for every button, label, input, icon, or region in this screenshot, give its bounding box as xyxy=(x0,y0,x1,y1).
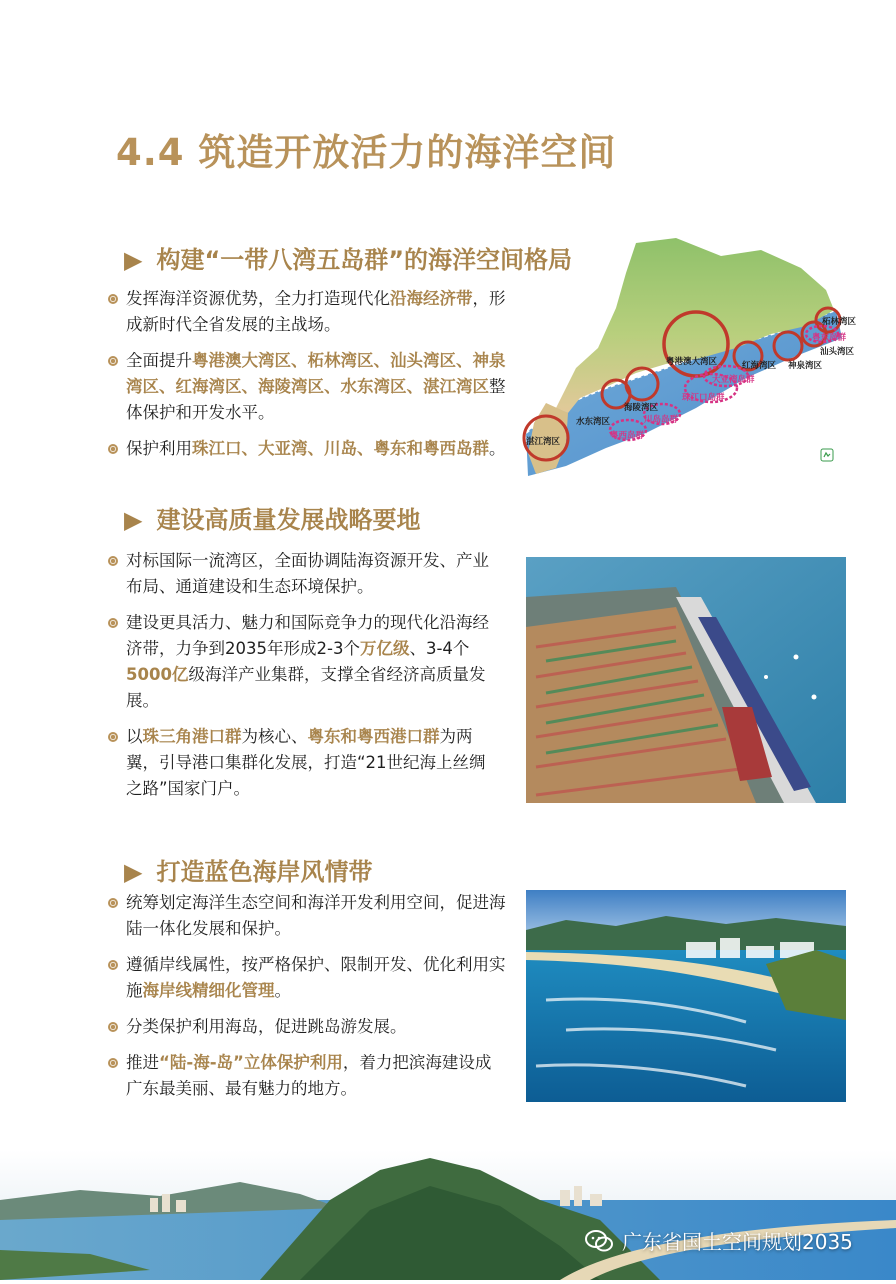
map-label-zhanjiang: 湛江湾区 xyxy=(526,437,561,447)
map-label-shuidong: 水东湾区 xyxy=(576,417,611,427)
map-label-chuandao-islands: 川岛岛群 xyxy=(644,415,679,425)
section-heading-1 xyxy=(124,240,572,275)
bullet-text: 。 xyxy=(274,981,291,1000)
section-3-bullets xyxy=(106,890,506,1112)
section-heading-2-text: 建设高质量发展战略要地 xyxy=(156,506,421,534)
bullet-dot-icon xyxy=(108,556,118,566)
highlight-text: 5000亿 xyxy=(126,665,189,684)
triangle-arrow-icon: ▶ xyxy=(124,246,143,274)
map-label-pearl-islands: 珠江口岛群 xyxy=(682,393,725,403)
highlight-text: 粤东和粤西港口群 xyxy=(307,727,440,746)
triangle-arrow-icon: ▶ xyxy=(124,506,143,534)
map-badge-icon xyxy=(820,448,834,462)
bullet-item xyxy=(106,724,502,802)
bullet-text: 对标国际一流湾区，全面协调陆海资源开发、产业布局、通道建设和生态环境保护。 xyxy=(126,551,489,596)
port-photo xyxy=(526,557,846,803)
bullet-text: ，形成新时代全省发展的主战场。 xyxy=(126,289,506,334)
highlight-text: 海岸线精细化管理 xyxy=(142,981,275,1000)
bullet-text: 整体保护和开发水平。 xyxy=(126,377,506,422)
bullet-text: 保护利用 xyxy=(126,439,192,458)
bullet-item xyxy=(106,436,506,462)
map-label-yuexi-islands: 粤西岛群 xyxy=(610,431,645,441)
highlight-text: 珠江口、大亚湾、川岛、粤东和粤西岛群 xyxy=(192,439,489,458)
section-heading-3-text: 打造蓝色海岸风情带 xyxy=(156,858,373,886)
bullet-item xyxy=(106,548,502,600)
bullet-item xyxy=(106,610,502,714)
bullet-text: 建设更具活力、魅力和国际竞争力的现代化沿海经济带，力争到2035年形成2-3个 xyxy=(126,613,489,658)
section-2-bullets xyxy=(106,548,502,812)
bullet-dot-icon xyxy=(108,898,118,908)
beach-photo xyxy=(526,890,846,1102)
page-title: 4.4 筑造开放活力的海洋空间 xyxy=(116,131,617,174)
section-heading-3 xyxy=(124,852,372,887)
map-label-honghai: 红海湾区 xyxy=(742,361,777,371)
bullet-item xyxy=(106,952,506,1004)
bullet-dot-icon xyxy=(108,732,118,742)
bullet-dot-icon xyxy=(108,294,118,304)
map-label-yuedong-islands: 粤东岛群 xyxy=(812,333,847,343)
bullet-dot-icon xyxy=(108,444,118,454)
highlight-text: 粤港澳大湾区、柘林湾区、汕头湾区、神泉湾区、红海湾区、海陵湾区、水东湾区、湛江湾区 xyxy=(126,351,506,396)
watermark-text: 广东省国土空间规划2035 xyxy=(622,1230,853,1254)
bullet-text: 为两翼，引导港口集群化发展，打造“21世纪海上丝绸之路”国家门户。 xyxy=(126,727,486,798)
highlight-text: 沿海经济带 xyxy=(390,289,473,308)
bullet-item xyxy=(106,348,506,426)
highlight-text: 珠三角港口群 xyxy=(142,727,242,746)
map-label-shantou: 汕头湾区 xyxy=(820,347,855,357)
bullet-text: 。 xyxy=(489,439,506,458)
bullet-item xyxy=(106,1014,506,1040)
highlight-text: “陆-海-岛”立体保护利用 xyxy=(159,1053,343,1072)
wechat-icon xyxy=(584,1228,614,1254)
coastal-map xyxy=(516,238,857,488)
map-label-dayawan-islands: 大亚湾岛群 xyxy=(712,375,755,385)
bullet-text: 遵循岸线属性，按严格保护、限制开发、优化利用实施 xyxy=(126,955,506,1000)
map-label-gba: 粤港澳大湾区 xyxy=(666,357,718,367)
bullet-text: 、3-4个 xyxy=(409,639,470,658)
wechat-watermark xyxy=(584,1226,853,1255)
section-heading-1-text: 构建“一带八湾五岛群”的海洋空间格局 xyxy=(156,246,573,274)
bullet-text: 全面提升 xyxy=(126,351,192,370)
bullet-item xyxy=(106,890,506,942)
map-label-shenquan: 神泉湾区 xyxy=(788,361,823,371)
bullet-text: 统筹划定海洋生态空间和海洋开发利用空间，促进海陆一体化发展和保护。 xyxy=(126,893,506,938)
bullet-text: ，着力把滨海建设成广东最美丽、最有魅力的地方。 xyxy=(126,1053,492,1098)
bullet-text: 发挥海洋资源优势，全力打造现代化 xyxy=(126,289,390,308)
section-heading-2 xyxy=(124,500,420,535)
map-label-zhelin: 柘林湾区 xyxy=(822,317,857,327)
bullet-dot-icon xyxy=(108,618,118,628)
highlight-text: 万亿级 xyxy=(359,639,410,658)
bullet-text: 以 xyxy=(126,727,143,746)
bullet-dot-icon xyxy=(108,1058,118,1068)
bullet-text: 为核心、 xyxy=(241,727,308,746)
bottom-landscape-banner xyxy=(0,1150,896,1280)
bullet-dot-icon xyxy=(108,960,118,970)
bullet-item xyxy=(106,1050,506,1102)
bullet-text: 推进 xyxy=(126,1053,159,1072)
bullet-text: 分类保护利用海岛，促进跳岛游发展。 xyxy=(126,1017,407,1036)
map-label-hailing: 海陵湾区 xyxy=(624,403,659,413)
triangle-arrow-icon: ▶ xyxy=(124,858,143,886)
bullet-dot-icon xyxy=(108,356,118,366)
bullet-item xyxy=(106,286,506,338)
section-1-bullets xyxy=(106,286,506,472)
bullet-dot-icon xyxy=(108,1022,118,1032)
bullet-text: 级海洋产业集群，支撑全省经济高质量发展。 xyxy=(126,665,486,710)
